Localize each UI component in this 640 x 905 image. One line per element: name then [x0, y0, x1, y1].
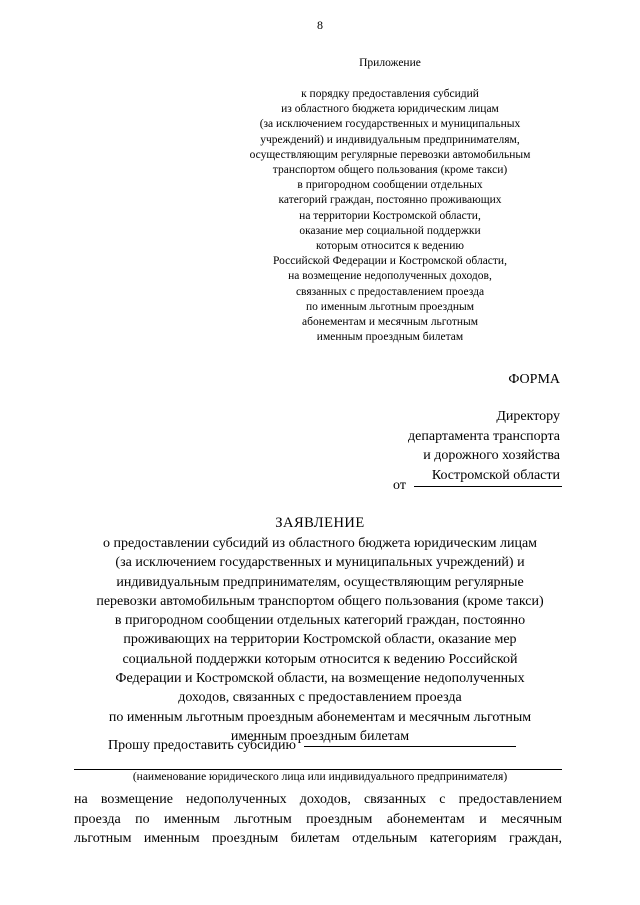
addressee-block: [408, 407, 560, 485]
appendix-line: транспортом общего пользования (кроме такси): [272, 164, 508, 177]
addressee-line: Директору: [496, 409, 560, 424]
appendix-line: по именным льготным проездным: [306, 300, 474, 313]
body-line: на возмещение недополученных доходов, связанных с предоставлением: [74, 792, 562, 807]
page-number: 8: [317, 18, 323, 32]
body-paragraph: [74, 790, 562, 849]
request-field: [108, 738, 516, 754]
appendix-line: категорий граждан, постоянно проживающих: [278, 194, 502, 207]
appendix-block: [200, 87, 580, 345]
statement-line: (за исключением государственных и муниципальных учреждений) и: [115, 555, 525, 571]
statement-subtitle: [60, 534, 580, 746]
appendix-line: на территории Костромской области,: [299, 209, 481, 222]
statement-line: индивидуальным предпринимателям, осуществляющим регулярные: [116, 574, 524, 590]
statement-line: социальной поддержки которым относится к ведению Российской: [122, 651, 518, 667]
statement-line: в пригородном сообщении отдельных категорий граждан, постоянно: [114, 613, 526, 629]
appendix-line: (за исключением государственных и муниципальных: [259, 118, 521, 131]
statement-line: о предоставлении субсидий из областного бюджета юридическим лицам: [102, 536, 538, 551]
appendix-title: Приложение: [359, 57, 421, 69]
request-blank-line: [304, 746, 516, 747]
statement-line: проживающих на территории Костромской области, оказание мер: [123, 632, 517, 648]
applicant-name-line: [74, 769, 562, 770]
statement-line: Федерации и Костромской области, на возмещение недополученных: [115, 671, 525, 687]
appendix-line: которым относится к ведению: [316, 240, 464, 253]
from-blank-line: [414, 486, 562, 487]
statement-line: по именным льготным проездным абонементам и месячным льготным: [108, 709, 532, 725]
appendix-line: именным проездным билетам: [316, 331, 464, 344]
form-label: ФОРМА: [508, 372, 560, 387]
appendix-line: учреждений) и индивидуальным предпринимателям,: [260, 133, 520, 146]
body-line: льготным именным проездным билетам отдельным категориям граждан,: [74, 831, 562, 846]
addressee-line: Костромской области: [431, 467, 560, 483]
appendix-line: осуществляющим регулярные перевозки автомобильным: [249, 148, 531, 161]
from-label: от: [393, 478, 406, 493]
appendix-line: абонементам и месячным льготным: [301, 316, 479, 329]
appendix-line: на возмещение недополученных доходов,: [288, 270, 492, 283]
appendix-line: связанных с предоставлением проезда: [295, 285, 485, 298]
appendix-line: в пригородном сообщении отдельных: [297, 179, 483, 192]
statement-title: ЗАЯВЛЕНИЕ: [275, 515, 365, 531]
statement-line: перевозки автомобильным транспортом общего пользования (кроме такси): [96, 593, 544, 609]
statement-line: доходов, связанных с предоставлением проезда: [178, 690, 462, 706]
addressee-line: и дорожного хозяйства: [423, 448, 560, 463]
appendix-line: Российской Федерации и Костромской области,: [273, 255, 507, 268]
from-field: [393, 478, 562, 494]
request-label: Прошу предоставить субсидию: [108, 738, 296, 753]
appendix-line: к порядку предоставления субсидий: [301, 88, 479, 100]
statement-line: именным проездным билетам: [230, 728, 410, 744]
appendix-line: оказание мер социальной поддержки: [299, 224, 481, 237]
addressee-line: департамента транспорта: [408, 428, 560, 444]
appendix-line: из областного бюджета юридическим лицам: [281, 103, 499, 116]
applicant-name-caption: (наименование юридического лица или индивидуального предпринимателя): [132, 771, 508, 783]
body-line: проезда по именным льготным проездным абонементам и месячным: [74, 811, 562, 827]
